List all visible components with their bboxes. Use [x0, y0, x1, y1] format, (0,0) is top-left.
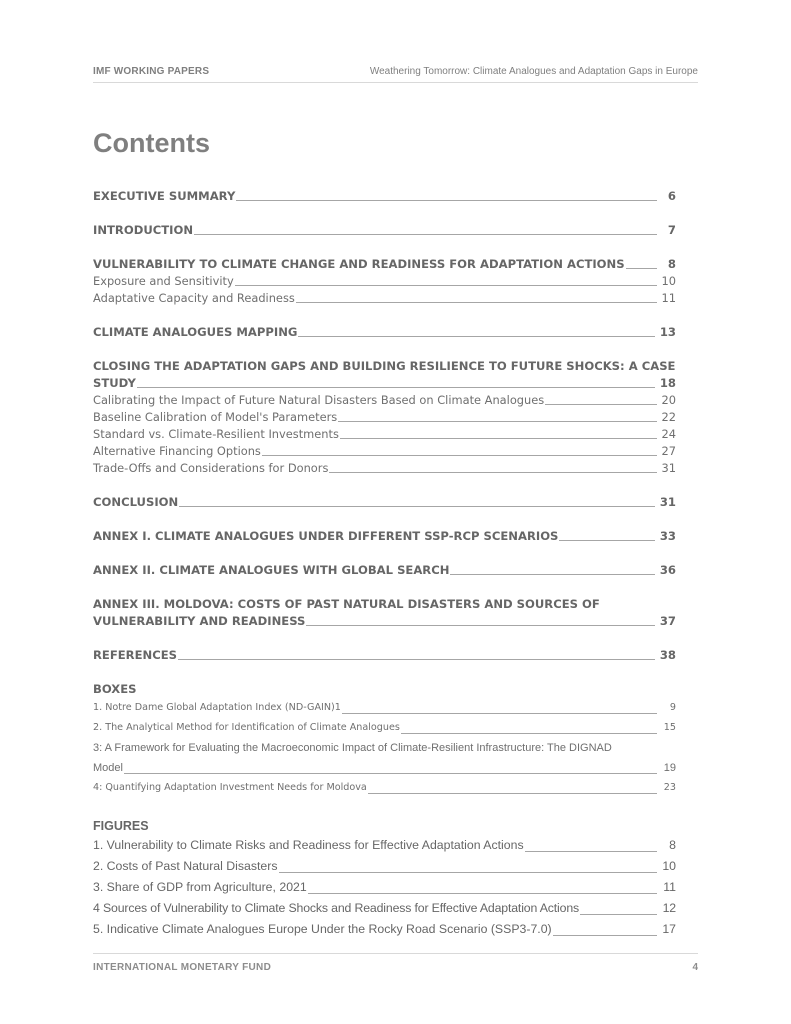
toc-entry-annex-3-line1: ANNEX III. MOLDOVA: COSTS OF PAST NATURAL DISASTERS AND SOURCES OF	[93, 597, 600, 611]
toc-entry-calibrating-impact[interactable]: Calibrating the Impact of Future Natural Disasters Based on Climate Analogues 20	[93, 393, 676, 407]
toc-entry-annex-3[interactable]: ANNEX III. MOLDOVA: COSTS OF PAST NATURAL DISASTERS AND SOURCES OF VULNERABILITY AND READINESS 37	[93, 597, 676, 628]
boxes-heading: BOXES	[93, 682, 137, 696]
box-entry-1[interactable]: 1. Notre Dame Global Adaptation Index (ND-GAIN)1 9	[93, 702, 676, 713]
figure-entry-4[interactable]: 4 Sources of Vulnerability to Climate Shocks and Readiness for Effective Adaptation Actions 12	[93, 901, 676, 915]
page-footer	[93, 953, 698, 978]
box-entry-4[interactable]: 4: Quantifying Adaptation Investment Needs for Moldova 23	[93, 782, 676, 793]
toc-entry-closing-gaps[interactable]: CLOSING THE ADAPTATION GAPS AND BUILDING RESILIENCE TO FUTURE SHOCKS: A CASE STUDY 18	[93, 359, 676, 390]
toc-entry-vulnerability[interactable]: VULNERABILITY TO CLIMATE CHANGE AND READINESS FOR ADAPTATION ACTIONS 8	[93, 257, 676, 271]
toc-entry-adaptative-capacity[interactable]: Adaptative Capacity and Readiness 11	[93, 291, 676, 305]
toc-entry-references[interactable]: REFERENCES 38	[93, 648, 676, 662]
toc-entry-baseline-calibration[interactable]: Baseline Calibration of Model's Parameters 22	[93, 410, 676, 424]
toc-entry-standard-vs-resilient[interactable]: Standard vs. Climate-Resilient Investments 24	[93, 427, 676, 441]
toc-entry-introduction[interactable]: INTRODUCTION 7	[93, 223, 676, 237]
footer-page-number: 4	[692, 962, 698, 973]
box-entry-3-line1: 3: A Framework for Evaluating the Macroeconomic Impact of Climate-Resilient Infrastructure: The DIGNAD	[93, 742, 612, 754]
page-header	[93, 64, 698, 83]
toc-entry-alternative-financing[interactable]: Alternative Financing Options 27	[93, 444, 676, 458]
toc-entry-closing-gaps-line1: CLOSING THE ADAPTATION GAPS AND BUILDING RESILIENCE TO FUTURE SHOCKS: A CASE	[93, 359, 676, 373]
figure-entry-1[interactable]: 1. Vulnerability to Climate Risks and Readiness for Effective Adaptation Actions 8	[93, 838, 676, 852]
figure-entry-2[interactable]: 2. Costs of Past Natural Disasters 10	[93, 859, 676, 873]
footer-org: INTERNATIONAL MONETARY FUND	[93, 962, 272, 973]
toc-entry-trade-offs[interactable]: Trade-Offs and Considerations for Donors 31	[93, 461, 676, 475]
toc-entry-annex-2[interactable]: ANNEX II. CLIMATE ANALOGUES WITH GLOBAL SEARCH 36	[93, 563, 676, 577]
header-title: Weathering Tomorrow: Climate Analogues and Adaptation Gaps in Europe	[369, 66, 698, 77]
toc-entry-conclusion[interactable]: CONCLUSION 31	[93, 495, 676, 509]
box-entry-3[interactable]: 3: A Framework for Evaluating the Macroeconomic Impact of Climate-Resilient Infrastructure: The DIGNAD Model 19	[93, 738, 676, 778]
figure-entry-3[interactable]: 3. Share of GDP from Agriculture, 2021 11	[93, 880, 676, 894]
figure-entry-5[interactable]: 5. Indicative Climate Analogues Europe Under the Rocky Road Scenario (SSP3-7.0) 17	[93, 922, 676, 936]
toc-entry-executive-summary[interactable]: EXECUTIVE SUMMARY 6	[93, 189, 676, 203]
box-entry-2[interactable]: 2. The Analytical Method for Identification of Climate Analogues 15	[93, 722, 676, 733]
figures-heading: FIGURES	[93, 819, 149, 833]
toc-entry-climate-analogues-mapping[interactable]: CLIMATE ANALOGUES MAPPING 13	[93, 325, 676, 339]
toc-entry-exposure[interactable]: Exposure and Sensitivity 10	[93, 274, 676, 288]
toc-entry-annex-1[interactable]: ANNEX I. CLIMATE ANALOGUES UNDER DIFFERENT SSP-RCP SCENARIOS 33	[93, 529, 676, 543]
table-of-contents	[93, 188, 676, 940]
header-series: IMF WORKING PAPERS	[93, 66, 210, 77]
contents-title: Contents	[93, 128, 210, 158]
